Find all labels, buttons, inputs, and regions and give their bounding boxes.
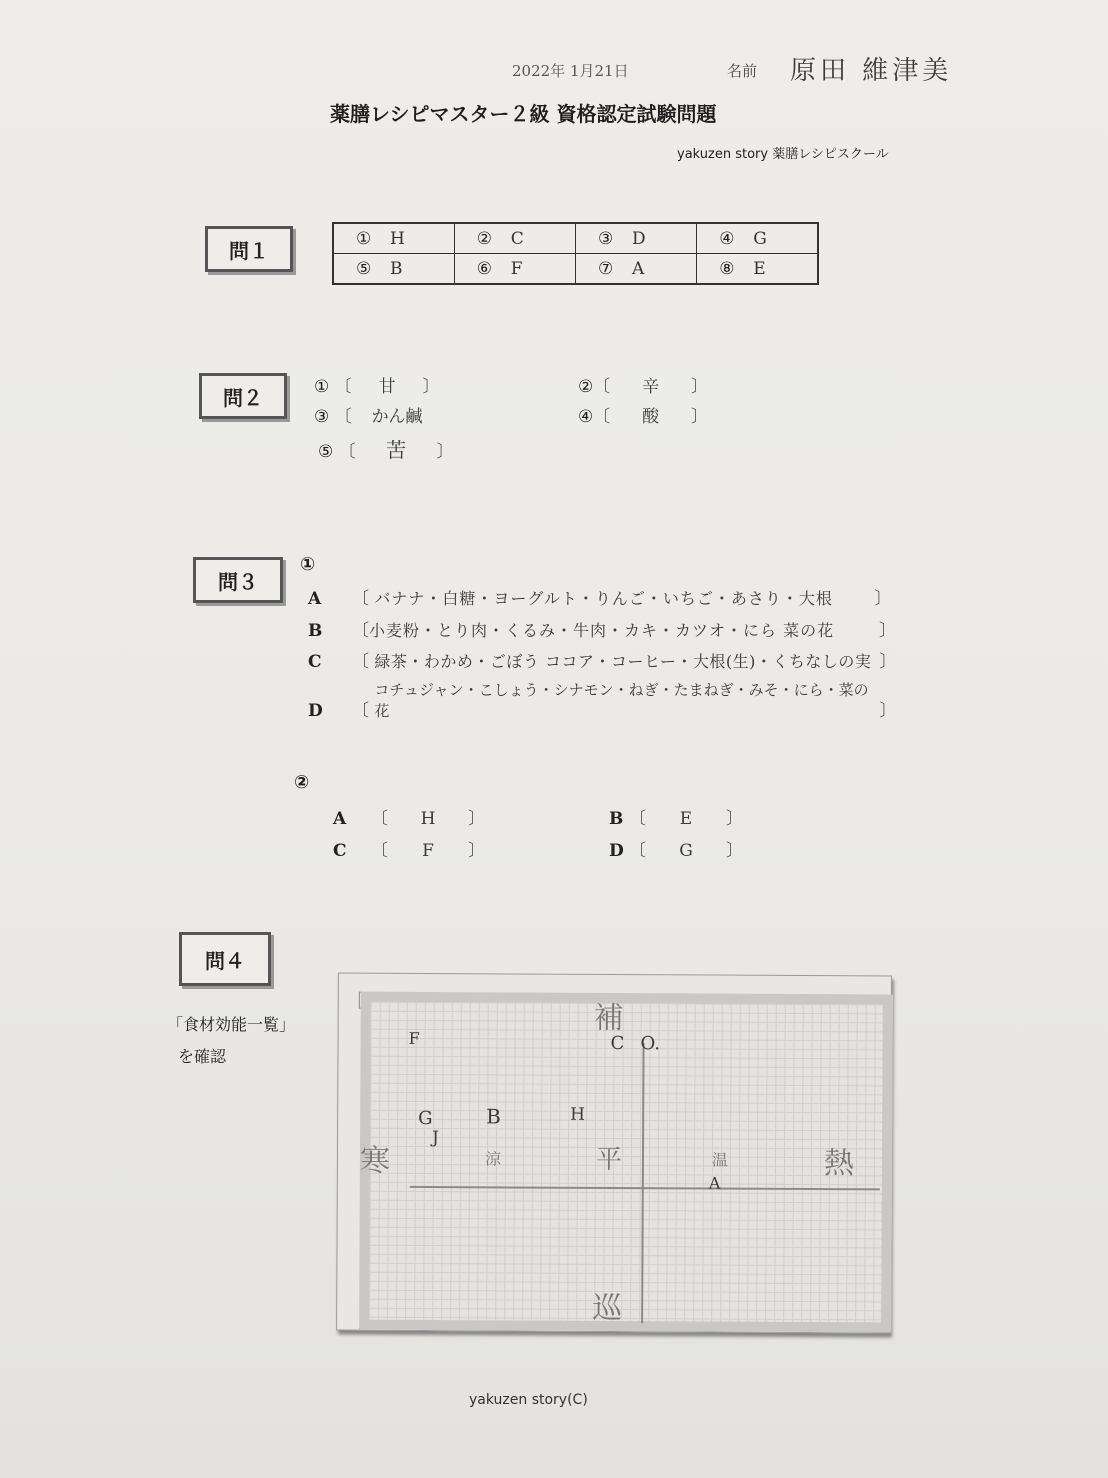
mark-h: H: [570, 1104, 586, 1125]
q1-cell: ② C: [454, 223, 575, 254]
label-right: 熱: [823, 1146, 855, 1182]
q3-part2-a: A 〔 H 〕: [333, 809, 485, 829]
q1-cell: ③ D: [576, 223, 697, 254]
label-bottom: 巡: [592, 1290, 623, 1327]
question-1-answer-table: [332, 222, 819, 285]
sheet-grid: [359, 992, 893, 1333]
question-4-label: 問４: [179, 932, 271, 986]
q2-answer-4: ④〔 酸 〕: [578, 407, 709, 427]
q1-answer: F: [510, 258, 523, 279]
student-name: 原田 維津美: [790, 56, 953, 86]
q1-answer: E: [753, 258, 766, 279]
q3-row-b: B 〔小麦粉・とり肉・くるみ・牛肉・カキ・カツオ・にら 菜の花 〕: [308, 621, 896, 641]
q3-row-c: C 〔 緑茶・わかめ・ごぼう ココア・コーヒー・大根(生)・くちなしの実 〕: [308, 652, 897, 672]
q1-answer: G: [753, 228, 767, 249]
q3-row-d: D 〔 コチュジャン・こしょう・シナモン・ねぎ・たまねぎ・みそ・にら・菜の花 〕: [308, 681, 897, 721]
mark-a: A: [708, 1173, 721, 1193]
q2-answer-1: ① 〔 甘 〕: [314, 377, 440, 397]
q3-part1-marker: ①: [300, 554, 316, 575]
label-center: 平: [595, 1144, 623, 1176]
q1-cell: ① H: [333, 223, 454, 254]
q1-cell: ⑤ B: [333, 254, 454, 285]
q3-row-a: A 〔 バナナ・白糖・ヨーグルト・りんご・いちご・あさり・大根 〕: [308, 589, 892, 609]
q4-note-line1: 「食材効能一覧」: [167, 1015, 296, 1034]
mark-j: J: [432, 1128, 439, 1149]
q1-cell: ⑦ A: [576, 254, 697, 285]
q3-part2-marker: ②: [294, 772, 310, 793]
q2-answer-5: ⑤ 〔 苦 〕: [318, 438, 454, 462]
question-2-label: 問２: [199, 373, 287, 419]
q3-part2-b: B 〔 E 〕: [609, 809, 743, 829]
q4-note-line2: を確認: [178, 1047, 227, 1066]
footer-copyright: yakuzen story(C): [469, 1392, 588, 1408]
q1-answer: H: [390, 228, 405, 249]
mark-b: B: [486, 1104, 501, 1129]
q1-cell: ④ G: [697, 223, 818, 254]
q3-part2-d: D 〔 G 〕: [609, 841, 743, 861]
name-label: 名前: [727, 62, 758, 80]
label-left: 寒: [359, 1143, 391, 1179]
mark-o: O.: [640, 1033, 661, 1055]
q1-answer: B: [390, 258, 403, 279]
yakuzen-health-sheet: [336, 973, 892, 1334]
q1-answer: C: [510, 228, 524, 249]
mark-c: C: [610, 1032, 625, 1055]
page-title: 薬膳レシピマスター２級 資格認定試験問題: [330, 102, 717, 126]
label-cool: 涼: [484, 1149, 502, 1169]
school-name: yakuzen story 薬膳レシピスクール: [677, 147, 889, 162]
q1-answer: D: [632, 228, 646, 249]
q1-answer: A: [632, 258, 645, 279]
q1-cell: ⑧ E: [697, 254, 818, 285]
label-warm: 温: [711, 1150, 729, 1170]
exam-date: 2022年 1月21日: [512, 62, 629, 80]
vertical-axis: [641, 1043, 644, 1323]
question-1-label: 問１: [205, 226, 293, 272]
mark-g: G: [418, 1107, 433, 1130]
q1-cell: ⑥ F: [454, 254, 575, 285]
horizontal-axis: [410, 1186, 880, 1190]
label-top: 補: [593, 1000, 624, 1037]
mark-f: F: [408, 1028, 420, 1048]
q2-answer-3: ③ 〔 かん鹹: [314, 407, 423, 427]
q2-answer-2: ②〔 辛 〕: [578, 377, 709, 397]
q3-part2-c: C 〔 F 〕: [333, 841, 485, 861]
question-3-label: 問３: [193, 557, 283, 603]
